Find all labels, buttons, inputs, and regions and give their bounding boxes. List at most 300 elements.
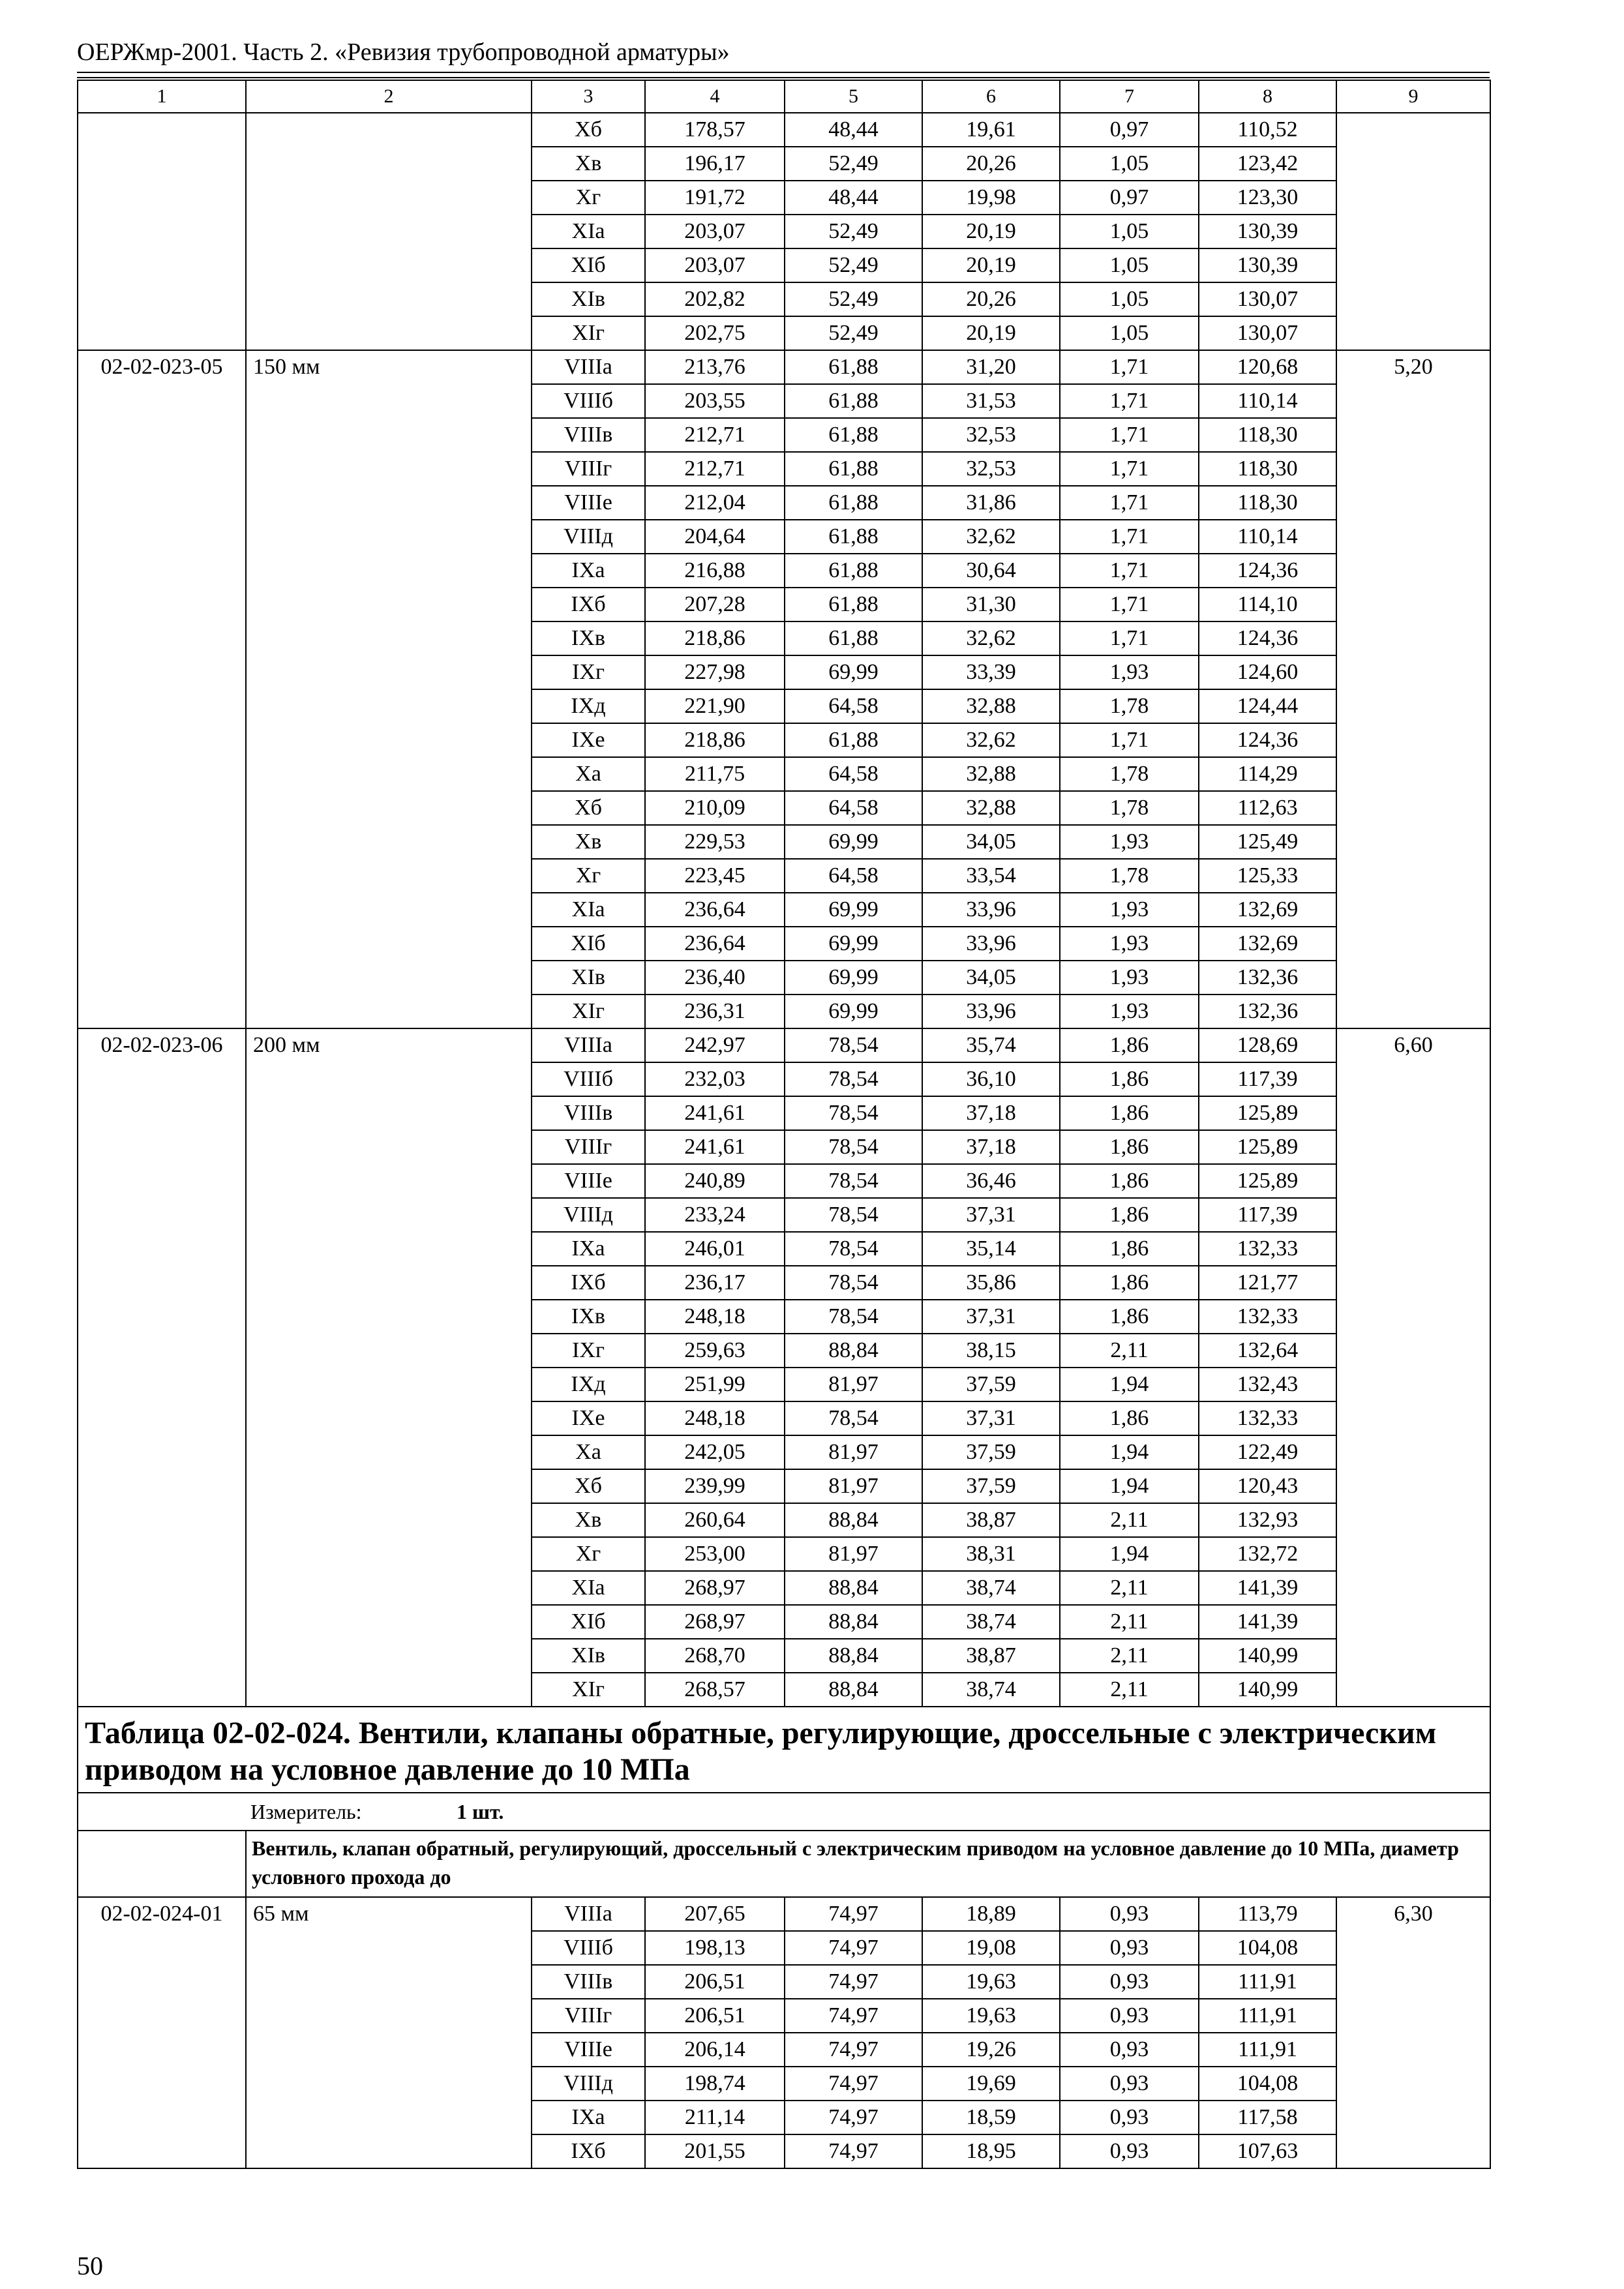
machine-cost-cell: 37,31 xyxy=(922,1401,1060,1435)
machinist-wage-cell: 1,05 xyxy=(1060,316,1199,350)
direct-cost-cell: 210,09 xyxy=(645,791,785,825)
machinist-wage-cell: 1,86 xyxy=(1060,1300,1199,1334)
wage-cell: 81,97 xyxy=(785,1537,922,1571)
region-cell: VIIIв xyxy=(532,1965,645,1999)
direct-cost-cell: 203,07 xyxy=(645,248,785,282)
region-cell: VIIIв xyxy=(532,1096,645,1130)
region-cell: XIв xyxy=(532,1639,645,1673)
machine-cost-cell: 32,88 xyxy=(922,689,1060,723)
wage-cell: 52,49 xyxy=(785,248,922,282)
machine-cost-cell: 20,19 xyxy=(922,248,1060,282)
column-number: 6 xyxy=(922,80,1060,113)
wage-cell: 64,58 xyxy=(785,791,922,825)
materials-cell: 120,43 xyxy=(1199,1469,1336,1503)
region-cell: XIб xyxy=(532,927,645,961)
direct-cost-cell: 198,13 xyxy=(645,1931,785,1965)
region-cell: Xв xyxy=(532,1503,645,1537)
materials-cell: 104,08 xyxy=(1199,2067,1336,2101)
region-cell: XIa xyxy=(532,215,645,248)
materials-cell: 124,44 xyxy=(1199,689,1336,723)
direct-cost-cell: 236,31 xyxy=(645,995,785,1028)
materials-cell: 124,36 xyxy=(1199,621,1336,655)
wage-cell: 69,99 xyxy=(785,825,922,859)
direct-cost-cell: 260,64 xyxy=(645,1503,785,1537)
direct-cost-cell: 241,61 xyxy=(645,1096,785,1130)
machinist-wage-cell: 1,93 xyxy=(1060,825,1199,859)
machinist-wage-cell: 1,78 xyxy=(1060,757,1199,791)
wage-cell: 88,84 xyxy=(785,1639,922,1673)
machinist-wage-cell: 1,93 xyxy=(1060,995,1199,1028)
materials-cell: 125,33 xyxy=(1199,859,1336,893)
machine-cost-cell: 32,88 xyxy=(922,791,1060,825)
column-number: 9 xyxy=(1336,80,1490,113)
table-row xyxy=(78,113,1490,147)
machine-cost-cell: 33,39 xyxy=(922,655,1060,689)
materials-cell: 125,89 xyxy=(1199,1130,1336,1164)
materials-cell: 141,39 xyxy=(1199,1605,1336,1639)
machinist-wage-cell: 1,78 xyxy=(1060,689,1199,723)
rate-code-cell: 02-02-023-05 xyxy=(78,350,246,1028)
materials-cell: 104,08 xyxy=(1199,1931,1336,1965)
region-cell: VIIIд xyxy=(532,520,645,554)
materials-cell: 118,30 xyxy=(1199,452,1336,486)
region-cell: IXa xyxy=(532,554,645,588)
region-cell: XIг xyxy=(532,316,645,350)
materials-cell: 130,39 xyxy=(1199,215,1336,248)
wage-cell: 64,58 xyxy=(785,757,922,791)
region-cell: VIIIб xyxy=(532,1062,645,1096)
empty-cell xyxy=(78,1831,246,1897)
direct-cost-cell: 212,71 xyxy=(645,418,785,452)
machinist-wage-cell: 1,86 xyxy=(1060,1266,1199,1300)
machine-cost-cell: 19,08 xyxy=(922,1931,1060,1965)
machinist-wage-cell: 1,71 xyxy=(1060,452,1199,486)
machine-cost-cell: 38,74 xyxy=(922,1605,1060,1639)
machinist-wage-cell: 1,94 xyxy=(1060,1469,1199,1503)
machinist-wage-cell: 1,71 xyxy=(1060,384,1199,418)
wage-cell: 69,99 xyxy=(785,655,922,689)
direct-cost-cell: 218,86 xyxy=(645,621,785,655)
materials-cell: 141,39 xyxy=(1199,1571,1336,1605)
region-cell: IXб xyxy=(532,2134,645,2168)
machinist-wage-cell: 2,11 xyxy=(1060,1334,1199,1368)
materials-cell: 125,89 xyxy=(1199,1164,1336,1198)
measure-cell xyxy=(78,1793,1490,1831)
machine-cost-cell: 38,31 xyxy=(922,1537,1060,1571)
machinist-wage-cell: 1,86 xyxy=(1060,1130,1199,1164)
wage-cell: 88,84 xyxy=(785,1334,922,1368)
column-number: 3 xyxy=(532,80,645,113)
region-cell: VIIIб xyxy=(532,384,645,418)
wage-cell: 69,99 xyxy=(785,961,922,995)
machine-cost-cell: 34,05 xyxy=(922,825,1060,859)
materials-cell: 132,33 xyxy=(1199,1300,1336,1334)
wage-cell: 61,88 xyxy=(785,486,922,520)
region-cell: IXд xyxy=(532,689,645,723)
column-number: 5 xyxy=(785,80,922,113)
materials-cell: 132,43 xyxy=(1199,1368,1336,1401)
direct-cost-cell: 233,24 xyxy=(645,1198,785,1232)
materials-cell: 114,10 xyxy=(1199,588,1336,621)
region-cell: IXв xyxy=(532,1300,645,1334)
direct-cost-cell: 201,55 xyxy=(645,2134,785,2168)
materials-cell: 118,30 xyxy=(1199,418,1336,452)
machinist-wage-cell: 2,11 xyxy=(1060,1503,1199,1537)
machine-cost-cell: 18,89 xyxy=(922,1897,1060,1931)
materials-cell: 132,36 xyxy=(1199,995,1336,1028)
region-cell: IXд xyxy=(532,1368,645,1401)
region-cell: IXг xyxy=(532,1334,645,1368)
wage-cell: 81,97 xyxy=(785,1435,922,1469)
materials-cell: 110,14 xyxy=(1199,384,1336,418)
diameter-cell: 150 мм xyxy=(246,350,532,1028)
machinist-wage-cell: 1,78 xyxy=(1060,859,1199,893)
rate-code-cell xyxy=(78,113,246,350)
running-header: ОЕРЖмр-2001. Часть 2. «Ревизия трубопроводной арматуры» xyxy=(77,38,730,66)
wage-cell: 48,44 xyxy=(785,113,922,147)
direct-cost-cell: 236,64 xyxy=(645,927,785,961)
wage-cell: 88,84 xyxy=(785,1503,922,1537)
header-rule-double xyxy=(77,77,1490,78)
direct-cost-cell: 191,72 xyxy=(645,181,785,215)
machine-cost-cell: 32,53 xyxy=(922,418,1060,452)
wage-cell: 74,97 xyxy=(785,2067,922,2101)
machinist-wage-cell: 1,86 xyxy=(1060,1096,1199,1130)
machinist-wage-cell: 1,71 xyxy=(1060,621,1199,655)
direct-cost-cell: 236,17 xyxy=(645,1266,785,1300)
materials-cell: 130,07 xyxy=(1199,316,1336,350)
machinist-wage-cell: 1,05 xyxy=(1060,147,1199,181)
wage-cell: 61,88 xyxy=(785,621,922,655)
region-cell: IXa xyxy=(532,2101,645,2134)
materials-cell: 111,91 xyxy=(1199,1965,1336,1999)
machinist-wage-cell: 1,86 xyxy=(1060,1198,1199,1232)
materials-cell: 132,69 xyxy=(1199,927,1336,961)
machinist-wage-cell: 0,93 xyxy=(1060,1931,1199,1965)
machine-cost-cell: 19,98 xyxy=(922,181,1060,215)
measure-value: 1 шт. xyxy=(457,1800,504,1823)
machine-cost-cell: 38,87 xyxy=(922,1503,1060,1537)
materials-cell: 120,68 xyxy=(1199,350,1336,384)
machine-cost-cell: 35,74 xyxy=(922,1028,1060,1062)
rate-code-cell: 02-02-023-06 xyxy=(78,1028,246,1707)
wage-cell: 74,97 xyxy=(785,1931,922,1965)
wage-cell: 78,54 xyxy=(785,1096,922,1130)
machine-cost-cell: 32,62 xyxy=(922,621,1060,655)
wage-cell: 88,84 xyxy=(785,1605,922,1639)
materials-cell: 112,63 xyxy=(1199,791,1336,825)
machinist-wage-cell: 1,86 xyxy=(1060,1232,1199,1266)
wage-cell: 61,88 xyxy=(785,418,922,452)
wage-cell: 78,54 xyxy=(785,1266,922,1300)
machinist-wage-cell: 0,93 xyxy=(1060,1999,1199,2033)
machinist-wage-cell: 1,71 xyxy=(1060,554,1199,588)
machinist-wage-cell: 1,86 xyxy=(1060,1401,1199,1435)
materials-cell: 123,30 xyxy=(1199,181,1336,215)
region-cell: Xa xyxy=(532,1435,645,1469)
description-row xyxy=(78,1831,1490,1897)
machine-cost-cell: 36,10 xyxy=(922,1062,1060,1096)
machine-cost-cell: 19,26 xyxy=(922,2033,1060,2067)
direct-cost-cell: 253,00 xyxy=(645,1537,785,1571)
materials-cell: 132,33 xyxy=(1199,1232,1336,1266)
materials-cell: 140,99 xyxy=(1199,1673,1336,1707)
machine-cost-cell: 33,96 xyxy=(922,927,1060,961)
region-cell: Xa xyxy=(532,757,645,791)
materials-cell: 113,79 xyxy=(1199,1897,1336,1931)
machinist-wage-cell: 1,71 xyxy=(1060,418,1199,452)
direct-cost-cell: 232,03 xyxy=(645,1062,785,1096)
machine-cost-cell: 37,18 xyxy=(922,1096,1060,1130)
machine-cost-cell: 33,96 xyxy=(922,995,1060,1028)
direct-cost-cell: 259,63 xyxy=(645,1334,785,1368)
direct-cost-cell: 207,28 xyxy=(645,588,785,621)
region-cell: XIг xyxy=(532,1673,645,1707)
materials-cell: 125,89 xyxy=(1199,1096,1336,1130)
measure-label: Измеритель: xyxy=(250,1800,362,1823)
machine-cost-cell: 30,64 xyxy=(922,554,1060,588)
materials-cell: 132,72 xyxy=(1199,1537,1336,1571)
materials-cell: 122,49 xyxy=(1199,1435,1336,1469)
direct-cost-cell: 211,14 xyxy=(645,2101,785,2134)
region-cell: IXв xyxy=(532,621,645,655)
region-cell: VIIIa xyxy=(532,1028,645,1062)
region-cell: IXг xyxy=(532,655,645,689)
machinist-wage-cell: 0,97 xyxy=(1060,181,1199,215)
materials-cell: 117,39 xyxy=(1199,1198,1336,1232)
wage-cell: 48,44 xyxy=(785,181,922,215)
region-cell: Xб xyxy=(532,791,645,825)
region-cell: Xг xyxy=(532,1537,645,1571)
wage-cell: 88,84 xyxy=(785,1673,922,1707)
wage-cell: 61,88 xyxy=(785,520,922,554)
machine-cost-cell: 37,31 xyxy=(922,1300,1060,1334)
wage-cell: 61,88 xyxy=(785,452,922,486)
machinist-wage-cell: 1,05 xyxy=(1060,248,1199,282)
wage-cell: 78,54 xyxy=(785,1300,922,1334)
materials-cell: 125,49 xyxy=(1199,825,1336,859)
machinist-wage-cell: 0,93 xyxy=(1060,1965,1199,1999)
wage-cell: 78,54 xyxy=(785,1028,922,1062)
machinist-wage-cell: 0,93 xyxy=(1060,2101,1199,2134)
materials-cell: 132,64 xyxy=(1199,1334,1336,1368)
machinist-wage-cell: 1,71 xyxy=(1060,350,1199,384)
machinist-wage-cell: 1,71 xyxy=(1060,486,1199,520)
region-cell: XIб xyxy=(532,248,645,282)
machine-cost-cell: 18,59 xyxy=(922,2101,1060,2134)
column-number: 2 xyxy=(246,80,532,113)
region-cell: VIIIб xyxy=(532,1931,645,1965)
direct-cost-cell: 268,97 xyxy=(645,1571,785,1605)
machine-cost-cell: 37,59 xyxy=(922,1469,1060,1503)
materials-cell: 130,07 xyxy=(1199,282,1336,316)
machinist-wage-cell: 1,86 xyxy=(1060,1164,1199,1198)
wage-cell: 64,58 xyxy=(785,689,922,723)
region-cell: VIIIe xyxy=(532,2033,645,2067)
diameter-cell xyxy=(246,113,532,350)
machinist-wage-cell: 0,93 xyxy=(1060,1897,1199,1931)
wage-cell: 74,97 xyxy=(785,1897,922,1931)
materials-cell: 124,36 xyxy=(1199,554,1336,588)
wage-cell: 78,54 xyxy=(785,1401,922,1435)
section-title-row xyxy=(78,1707,1490,1793)
region-cell: XIв xyxy=(532,961,645,995)
materials-cell: 121,77 xyxy=(1199,1266,1336,1300)
wage-cell: 52,49 xyxy=(785,316,922,350)
machine-cost-cell: 20,19 xyxy=(922,316,1060,350)
region-cell: IXб xyxy=(532,588,645,621)
direct-cost-cell: 204,64 xyxy=(645,520,785,554)
direct-cost-cell: 206,51 xyxy=(645,1999,785,2033)
wage-cell: 78,54 xyxy=(785,1198,922,1232)
table-row xyxy=(78,1028,1490,1062)
materials-cell: 124,60 xyxy=(1199,655,1336,689)
machinist-wage-cell: 1,86 xyxy=(1060,1062,1199,1096)
machinist-wage-cell: 1,93 xyxy=(1060,893,1199,927)
column-number: 8 xyxy=(1199,80,1336,113)
machine-cost-cell: 35,86 xyxy=(922,1266,1060,1300)
materials-cell: 132,36 xyxy=(1199,961,1336,995)
wage-cell: 74,97 xyxy=(785,1999,922,2033)
direct-cost-cell: 242,05 xyxy=(645,1435,785,1469)
direct-cost-cell: 198,74 xyxy=(645,2067,785,2101)
machinist-wage-cell: 0,93 xyxy=(1060,2134,1199,2168)
direct-cost-cell: 242,97 xyxy=(645,1028,785,1062)
region-cell: XIв xyxy=(532,282,645,316)
rate-code-cell: 02-02-024-01 xyxy=(78,1897,246,2168)
machinist-wage-cell: 2,11 xyxy=(1060,1571,1199,1605)
machine-cost-cell: 37,59 xyxy=(922,1435,1060,1469)
direct-cost-cell: 248,18 xyxy=(645,1300,785,1334)
machinist-wage-cell: 0,97 xyxy=(1060,113,1199,147)
region-cell: VIIIд xyxy=(532,1198,645,1232)
region-cell: XIa xyxy=(532,893,645,927)
direct-cost-cell: 268,70 xyxy=(645,1639,785,1673)
measure-row xyxy=(78,1793,1490,1831)
wage-cell: 69,99 xyxy=(785,927,922,961)
machinist-wage-cell: 1,05 xyxy=(1060,215,1199,248)
materials-cell: 123,42 xyxy=(1199,147,1336,181)
wage-cell: 78,54 xyxy=(785,1164,922,1198)
column-number: 1 xyxy=(78,80,246,113)
direct-cost-cell: 178,57 xyxy=(645,113,785,147)
machinist-wage-cell: 1,78 xyxy=(1060,791,1199,825)
materials-cell: 114,29 xyxy=(1199,757,1336,791)
materials-cell: 110,14 xyxy=(1199,520,1336,554)
direct-cost-cell: 240,89 xyxy=(645,1164,785,1198)
machine-cost-cell: 31,30 xyxy=(922,588,1060,621)
direct-cost-cell: 202,75 xyxy=(645,316,785,350)
machinist-wage-cell: 1,71 xyxy=(1060,588,1199,621)
direct-cost-cell: 227,98 xyxy=(645,655,785,689)
wage-cell: 69,99 xyxy=(785,893,922,927)
machine-cost-cell: 19,63 xyxy=(922,1999,1060,2033)
materials-cell: 107,63 xyxy=(1199,2134,1336,2168)
machinist-wage-cell: 1,93 xyxy=(1060,927,1199,961)
materials-cell: 132,93 xyxy=(1199,1503,1336,1537)
wage-cell: 78,54 xyxy=(785,1232,922,1266)
machine-cost-cell: 33,96 xyxy=(922,893,1060,927)
region-cell: VIIIд xyxy=(532,2067,645,2101)
machine-cost-cell: 33,54 xyxy=(922,859,1060,893)
machine-cost-cell: 31,20 xyxy=(922,350,1060,384)
wage-cell: 52,49 xyxy=(785,282,922,316)
machine-cost-cell: 37,59 xyxy=(922,1368,1060,1401)
wage-cell: 61,88 xyxy=(785,384,922,418)
region-cell: Xб xyxy=(532,1469,645,1503)
machinist-wage-cell: 1,94 xyxy=(1060,1368,1199,1401)
wage-cell: 52,49 xyxy=(785,215,922,248)
materials-cell: 130,39 xyxy=(1199,248,1336,282)
direct-cost-cell: 218,86 xyxy=(645,723,785,757)
direct-cost-cell: 251,99 xyxy=(645,1368,785,1401)
direct-cost-cell: 241,61 xyxy=(645,1130,785,1164)
machinist-wage-cell: 1,94 xyxy=(1060,1537,1199,1571)
direct-cost-cell: 248,18 xyxy=(645,1401,785,1435)
wage-cell: 88,84 xyxy=(785,1571,922,1605)
materials-cell: 140,99 xyxy=(1199,1639,1336,1673)
machine-cost-cell: 31,86 xyxy=(922,486,1060,520)
direct-cost-cell: 216,88 xyxy=(645,554,785,588)
machine-cost-cell: 32,62 xyxy=(922,520,1060,554)
machine-cost-cell: 19,69 xyxy=(922,2067,1060,2101)
wage-cell: 81,97 xyxy=(785,1469,922,1503)
materials-cell: 124,36 xyxy=(1199,723,1336,757)
region-cell: XIб xyxy=(532,1605,645,1639)
direct-cost-cell: 213,76 xyxy=(645,350,785,384)
region-cell: VIIIa xyxy=(532,1897,645,1931)
direct-cost-cell: 221,90 xyxy=(645,689,785,723)
wage-cell: 74,97 xyxy=(785,2101,922,2134)
wage-cell: 64,58 xyxy=(785,859,922,893)
region-cell: Xг xyxy=(532,859,645,893)
direct-cost-cell: 246,01 xyxy=(645,1232,785,1266)
region-cell: XIг xyxy=(532,995,645,1028)
region-cell: VIIIг xyxy=(532,1130,645,1164)
direct-cost-cell: 203,55 xyxy=(645,384,785,418)
machinist-wage-cell: 0,93 xyxy=(1060,2067,1199,2101)
materials-cell: 111,91 xyxy=(1199,2033,1336,2067)
machinist-wage-cell: 1,05 xyxy=(1060,282,1199,316)
direct-cost-cell: 207,65 xyxy=(645,1897,785,1931)
materials-cell: 118,30 xyxy=(1199,486,1336,520)
machine-cost-cell: 19,61 xyxy=(922,113,1060,147)
machine-cost-cell: 18,95 xyxy=(922,2134,1060,2168)
labor-norm-cell xyxy=(1336,113,1490,350)
region-cell: Xв xyxy=(532,147,645,181)
section-title: Таблица 02-02-024. Вентили, клапаны обратные, регулирующие, дроссельные с электрическим приводом на условное давление до 10 МПа xyxy=(78,1707,1490,1793)
region-cell: IXб xyxy=(532,1266,645,1300)
materials-cell: 117,58 xyxy=(1199,2101,1336,2134)
region-cell: IXe xyxy=(532,1401,645,1435)
machine-cost-cell: 32,88 xyxy=(922,757,1060,791)
region-cell: Xг xyxy=(532,181,645,215)
machinist-wage-cell: 1,93 xyxy=(1060,961,1199,995)
machine-cost-cell: 37,18 xyxy=(922,1130,1060,1164)
wage-cell: 61,88 xyxy=(785,723,922,757)
rates-table xyxy=(77,80,1491,2169)
materials-cell: 132,69 xyxy=(1199,893,1336,927)
column-number: 7 xyxy=(1060,80,1199,113)
machinist-wage-cell: 1,71 xyxy=(1060,520,1199,554)
machinist-wage-cell: 1,71 xyxy=(1060,723,1199,757)
wage-cell: 78,54 xyxy=(785,1062,922,1096)
machine-cost-cell: 32,62 xyxy=(922,723,1060,757)
region-cell: VIIIв xyxy=(532,418,645,452)
rates-table-body xyxy=(78,80,1490,2168)
region-cell: VIIIe xyxy=(532,1164,645,1198)
region-cell: VIIIг xyxy=(532,1999,645,2033)
